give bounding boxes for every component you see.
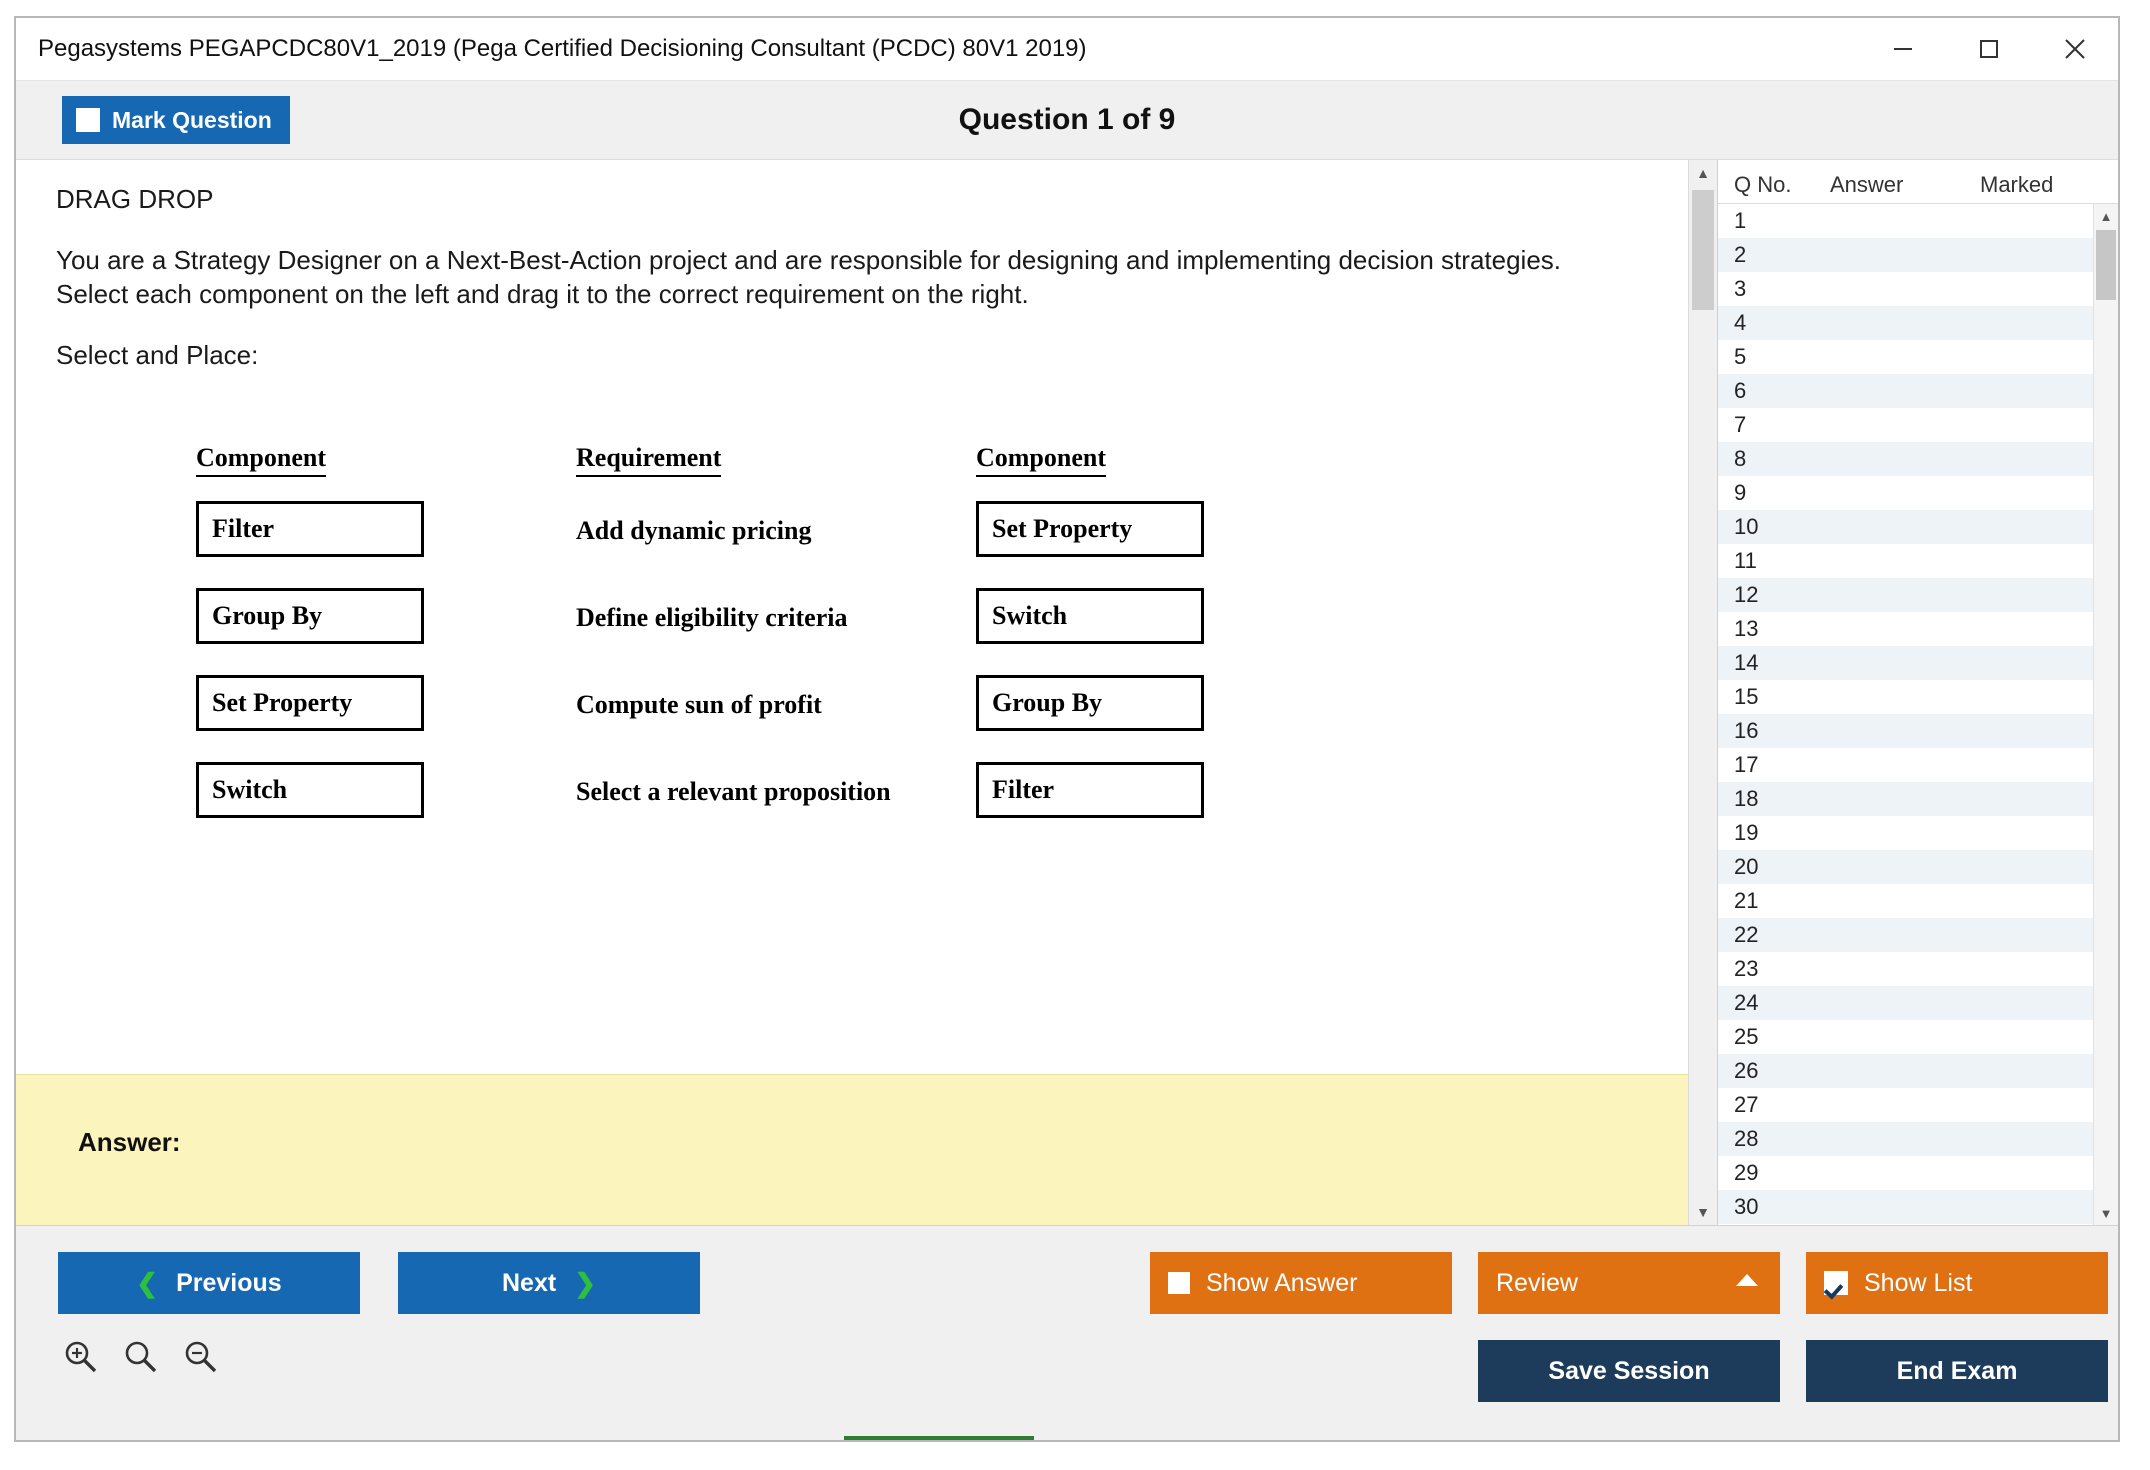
column-header-answer: Answer — [1830, 171, 1904, 197]
footer-toolbar — [16, 1225, 2118, 1440]
row-question-number: 29 — [1734, 1160, 1759, 1185]
row-question-number: 30 — [1734, 1194, 1759, 1219]
row-question-number: 27 — [1734, 1092, 1759, 1117]
close-icon[interactable] — [2032, 19, 2118, 79]
question-list-row[interactable] — [1718, 646, 2093, 680]
draggable-component[interactable]: Filter — [196, 501, 424, 557]
question-list-row[interactable] — [1718, 714, 2093, 748]
row-question-number: 9 — [1734, 480, 1747, 505]
scroll-down-icon[interactable]: ▼ — [1696, 1204, 1710, 1220]
diagram-column-left — [196, 443, 424, 849]
column-header-right: Component — [976, 443, 1106, 477]
question-list-row[interactable] — [1718, 850, 2093, 884]
question-pane — [16, 160, 1688, 1225]
row-question-number: 25 — [1734, 1024, 1759, 1049]
chevron-left-icon: ❮ — [136, 1267, 159, 1298]
previous-button[interactable] — [58, 1252, 360, 1314]
question-list-row[interactable] — [1718, 510, 2093, 544]
question-list-row[interactable] — [1718, 476, 2093, 510]
row-question-number: 8 — [1734, 446, 1747, 471]
exam-window — [14, 16, 2120, 1442]
question-list-row[interactable] — [1718, 204, 2093, 238]
question-list-header — [1718, 160, 2118, 204]
question-list-row[interactable] — [1718, 884, 2093, 918]
draggable-component[interactable]: Group By — [196, 588, 424, 644]
question-list-row[interactable] — [1718, 816, 2093, 850]
question-counter: Question 1 of 9 — [958, 103, 1176, 136]
diagram-column-middle — [576, 443, 956, 851]
question-list-row[interactable] — [1718, 1122, 2093, 1156]
row-question-number: 19 — [1734, 820, 1759, 845]
question-list-row[interactable] — [1718, 578, 2093, 612]
row-question-number: 2 — [1734, 242, 1747, 267]
question-list-row[interactable] — [1718, 782, 2093, 816]
zoom-reset-icon[interactable] — [122, 1338, 160, 1381]
row-question-number: 21 — [1734, 888, 1759, 913]
row-question-number: 10 — [1734, 514, 1759, 539]
row-question-number: 11 — [1734, 548, 1757, 573]
question-list-row[interactable] — [1718, 1190, 2093, 1224]
question-prompt-text: Select and Place: — [56, 339, 259, 370]
minimize-icon[interactable] — [1860, 19, 1946, 79]
question-list-row[interactable] — [1718, 272, 2093, 306]
review-dropdown-button[interactable] — [1478, 1252, 1780, 1314]
mark-question-button[interactable] — [62, 96, 290, 144]
question-list-row[interactable] — [1718, 748, 2093, 782]
save-session-button[interactable] — [1478, 1340, 1780, 1402]
question-list-rows[interactable] — [1718, 204, 2093, 1225]
next-button[interactable] — [398, 1252, 700, 1314]
question-list-row[interactable] — [1718, 442, 2093, 476]
row-question-number: 12 — [1734, 582, 1759, 607]
question-list-row[interactable] — [1718, 340, 2093, 374]
question-body-text: You are a Strategy Designer on a Next-Best-Action project and are responsible for designing and implementing decision strategies. Select each component on the left and drag it to the correct requirement on the right. — [56, 245, 1562, 310]
row-question-number: 5 — [1734, 344, 1747, 369]
zoom-in-icon[interactable] — [62, 1338, 100, 1381]
question-pane-scrollbar[interactable] — [1688, 160, 1717, 1225]
question-list-row[interactable] — [1718, 408, 2093, 442]
question-list-row[interactable] — [1718, 680, 2093, 714]
column-header-left: Component — [196, 443, 326, 477]
zoom-controls — [62, 1338, 220, 1381]
show-answer-label: Show Answer — [1206, 1268, 1358, 1297]
row-question-number: 4 — [1734, 310, 1747, 335]
chevron-up-icon — [1736, 1274, 1758, 1286]
mark-question-checkbox-icon[interactable] — [76, 108, 100, 132]
question-list-row[interactable] — [1718, 1054, 2093, 1088]
answer-strip — [16, 1074, 1688, 1225]
question-list-panel — [1717, 160, 2118, 1225]
show-answer-button[interactable] — [1150, 1252, 1452, 1314]
question-list-row[interactable] — [1718, 918, 2093, 952]
row-question-number: 18 — [1734, 786, 1759, 811]
question-list-scrollbar[interactable] — [2093, 204, 2118, 1225]
window-title: Pegasystems PEGAPCDC80V1_2019 (Pega Certified Decisioning Consultant (PCDC) 80V1 2019) — [38, 35, 1087, 62]
list-scrollbar-thumb[interactable] — [2096, 230, 2116, 300]
content-area — [16, 160, 2118, 1225]
row-question-number: 24 — [1734, 990, 1759, 1015]
question-list-row[interactable] — [1718, 1156, 2093, 1190]
row-question-number: 22 — [1734, 922, 1759, 947]
row-question-number: 28 — [1734, 1126, 1759, 1151]
previous-label: Previous — [176, 1268, 282, 1297]
row-question-number: 23 — [1734, 956, 1759, 981]
status-line — [16, 1436, 2118, 1440]
left-component-list — [196, 501, 424, 818]
row-question-number: 1 — [1734, 208, 1747, 233]
chevron-right-icon: ❯ — [574, 1267, 596, 1298]
requirement-item: Add dynamic pricing — [576, 515, 812, 545]
row-question-number: 14 — [1734, 650, 1759, 675]
question-list-row[interactable] — [1718, 612, 2093, 646]
show-list-button[interactable] — [1806, 1252, 2108, 1314]
question-list-row[interactable] — [1718, 952, 2093, 986]
draggable-component[interactable]: Switch — [196, 762, 424, 818]
diagram-column-right — [976, 443, 1204, 849]
save-session-label: Save Session — [1548, 1356, 1710, 1385]
requirement-item: Select a relevant proposition — [576, 776, 891, 806]
question-list-row[interactable] — [1718, 1020, 2093, 1054]
drop-target-component[interactable]: Switch — [976, 588, 1204, 644]
question-text-block — [16, 160, 1688, 863]
drag-drop-diagram — [56, 443, 1648, 863]
show-list-checkbox-icon[interactable] — [1824, 1271, 1848, 1295]
end-exam-label: End Exam — [1896, 1356, 2018, 1385]
scroll-up-icon[interactable]: ▲ — [1696, 165, 1710, 181]
question-type-label: DRAG DROP — [56, 184, 214, 214]
row-question-number: 3 — [1734, 276, 1747, 301]
column-header-marked: Marked — [1980, 171, 2054, 197]
question-list-body — [1718, 204, 2118, 1225]
right-component-list — [976, 501, 1204, 818]
review-label: Review — [1496, 1268, 1578, 1297]
maximize-icon[interactable] — [1946, 19, 2032, 79]
title-bar — [16, 18, 2118, 81]
drop-target-component[interactable]: Filter — [976, 762, 1204, 818]
row-question-number: 6 — [1734, 378, 1747, 403]
question-list-row[interactable] — [1718, 544, 2093, 578]
requirement-list — [576, 503, 956, 820]
question-list-row[interactable] — [1718, 306, 2093, 340]
column-header-qno: Q No. — [1734, 171, 1792, 197]
requirement-item: Define eligibility criteria — [576, 602, 848, 632]
row-question-number: 26 — [1734, 1058, 1759, 1083]
show-answer-checkbox-icon[interactable] — [1168, 1272, 1190, 1294]
answer-label: Answer: — [78, 1127, 181, 1157]
row-question-number: 15 — [1734, 684, 1759, 709]
list-scroll-down-icon[interactable]: ▼ — [2099, 1205, 2113, 1221]
question-list-row[interactable] — [1718, 238, 2093, 272]
row-question-number: 13 — [1734, 616, 1759, 641]
drop-target-component[interactable]: Group By — [976, 675, 1204, 731]
end-exam-button[interactable] — [1806, 1340, 2108, 1402]
question-header — [16, 81, 2118, 160]
status-progress-bar — [844, 1436, 1034, 1440]
question-list-row[interactable] — [1718, 374, 2093, 408]
question-list-row[interactable] — [1718, 986, 2093, 1020]
mark-question-label: Mark Question — [112, 106, 272, 133]
row-question-number: 17 — [1734, 752, 1759, 777]
scrollbar-thumb[interactable] — [1692, 190, 1714, 310]
next-label: Next — [502, 1268, 557, 1297]
column-header-middle: Requirement — [576, 443, 721, 477]
row-question-number: 7 — [1734, 412, 1747, 437]
list-scroll-up-icon[interactable]: ▲ — [2099, 208, 2113, 224]
show-list-label: Show List — [1864, 1268, 1973, 1297]
row-question-number: 20 — [1734, 854, 1759, 879]
drop-target-component[interactable]: Set Property — [976, 501, 1204, 557]
question-list-row[interactable] — [1718, 1088, 2093, 1122]
row-question-number: 16 — [1734, 718, 1759, 743]
zoom-out-icon[interactable] — [182, 1338, 220, 1381]
draggable-component[interactable]: Set Property — [196, 675, 424, 731]
requirement-item: Compute sun of profit — [576, 689, 822, 719]
